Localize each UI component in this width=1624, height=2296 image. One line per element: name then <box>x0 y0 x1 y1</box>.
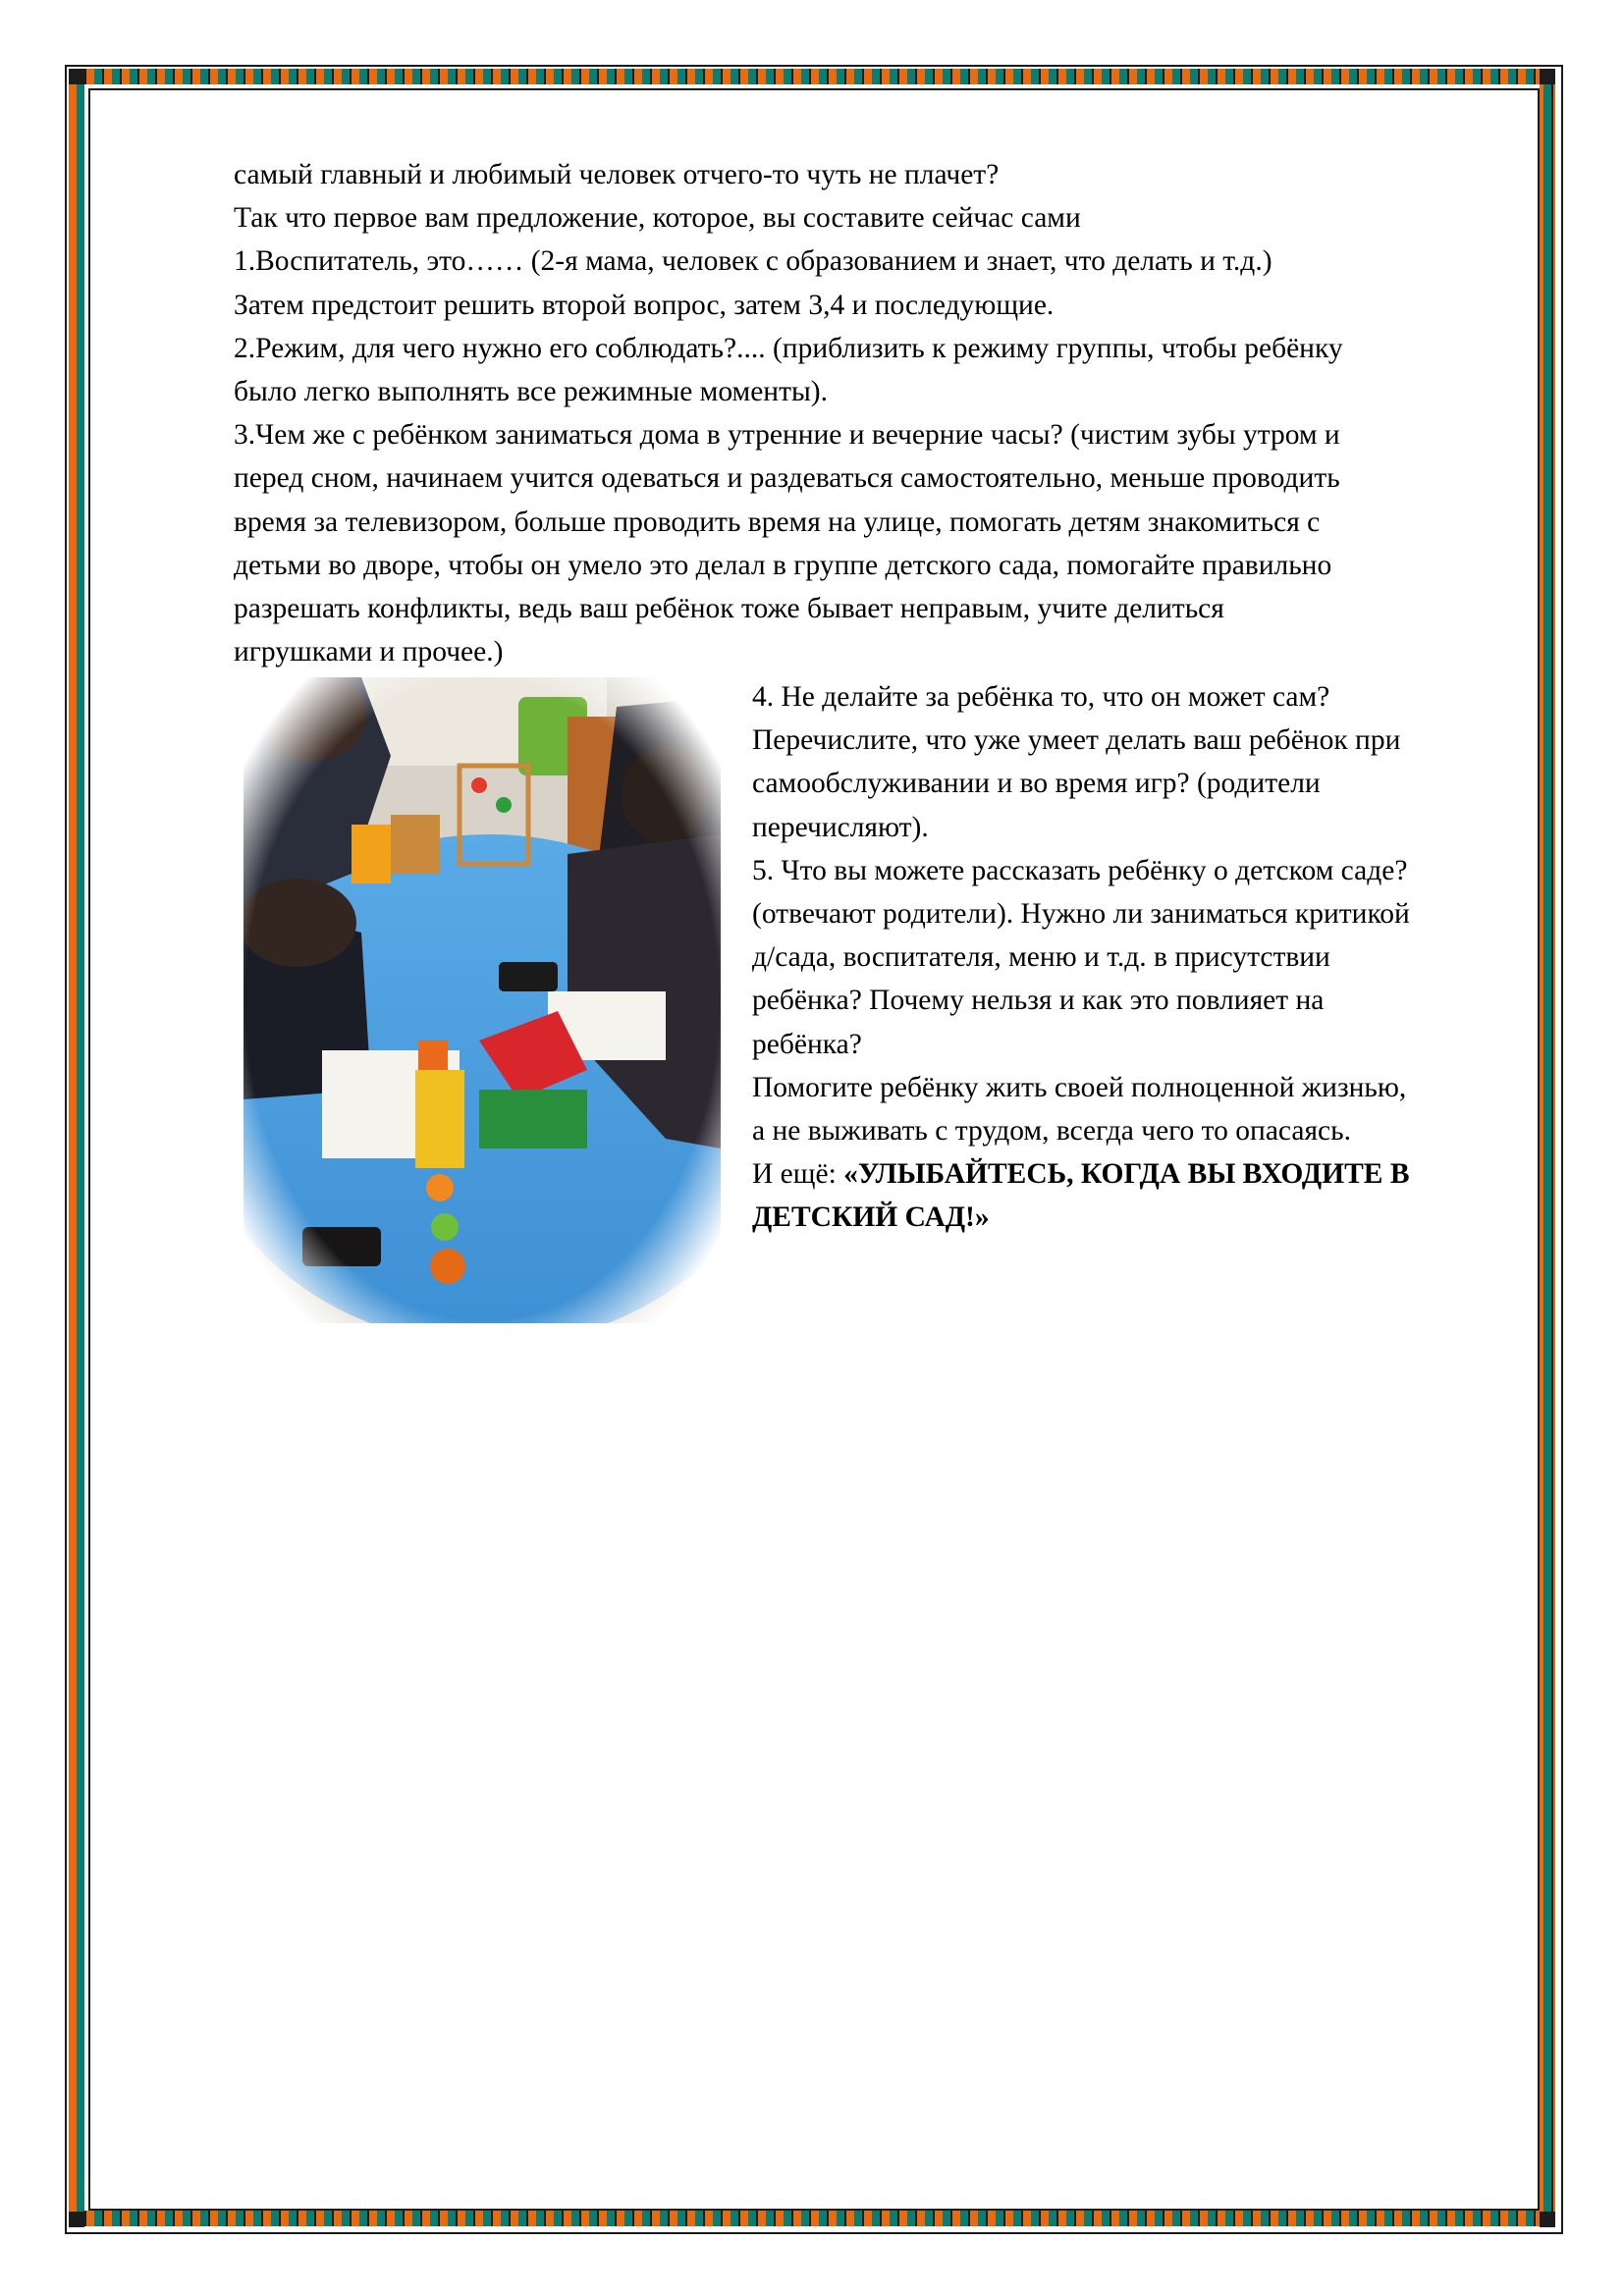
text-line: (отвечают родители). Нужно ли заниматься критикой <box>752 898 1410 931</box>
text-line: время за телевизором, больше проводить время на улице, помогать детям знакомиться с <box>234 506 1321 538</box>
body-text-top <box>234 153 1520 673</box>
text-line: 2.Режим, для чего нужно его соблюдать?.... (приблизить к режиму группы, чтобы ребёнку <box>234 332 1343 364</box>
text-line: детьми во дворе, чтобы он умело это делал в группе детского сада, помогайте правильно <box>234 549 1332 581</box>
text-line: 4. Не делайте за ребёнка то, что он может сам? <box>752 681 1330 713</box>
text-line: Затем предстоит решить второй вопрос, затем 3,4 и последующие. <box>234 289 1055 321</box>
text-line: разрешать конфликты, ведь ваш ребёнок тоже бывает неправым, учите делиться <box>234 593 1224 625</box>
text-line: перед сном, начинаем учится одеваться и раздеваться самостоятельно, меньше проводить <box>234 462 1340 495</box>
text-line: самый главный и любимый человек отчего-то чуть не плачет? <box>234 159 1000 190</box>
closing-slogan-end: ДЕТСКИЙ САД!» <box>752 1201 990 1234</box>
text-line: 3.Чем же с ребёнком заниматься дома в утренние и вечерние часы? (чистим зубы утром и <box>234 419 1340 452</box>
text-line: д/сада, воспитателя, меню и т.д. в присутствии <box>752 941 1330 974</box>
closing-line <box>752 1152 1538 1196</box>
text-line: 1.Воспитатель, это…… (2-я мама, человек с образованием и знает, что делать и т.д.) <box>234 245 1272 278</box>
text-line: было легко выполнять все режимные моменты). <box>234 376 828 408</box>
text-line: 5. Что вы можете рассказать ребёнку о детском саде? <box>752 854 1408 886</box>
text-line: игрушками и прочее.) <box>234 636 504 668</box>
closing-prefix: И ещё: <box>752 1158 844 1191</box>
text-line: перечисляют). <box>752 811 929 843</box>
text-line: ребёнка? Почему нельзя и как это повлияет на <box>752 985 1325 1017</box>
body-text-right <box>752 675 1538 1240</box>
border-corner <box>69 69 84 84</box>
text-line: ребёнка? <box>752 1028 862 1060</box>
text-line: Так что первое вам предложение, которое, вы составите сейчас сами <box>234 202 1081 235</box>
border-corner <box>1540 69 1555 84</box>
closing-slogan: «УЛЫБАЙТЕСЬ, КОГДА ВЫ ВХОДИТЕ В <box>843 1158 1410 1191</box>
text-line: Перечислите, что уже умеет делать ваш ребёнок при <box>752 724 1401 757</box>
text-line: Помогите ребёнку жить своей полноценной жизнью, <box>752 1071 1407 1103</box>
text-line: самообслуживании и во время игр? (родители <box>752 768 1321 800</box>
border-corner <box>1540 2212 1555 2227</box>
classroom-photo <box>244 677 721 1323</box>
border-corner <box>69 2212 84 2227</box>
text-line: а не выживать с трудом, всегда чего то опасаясь. <box>752 1115 1351 1148</box>
